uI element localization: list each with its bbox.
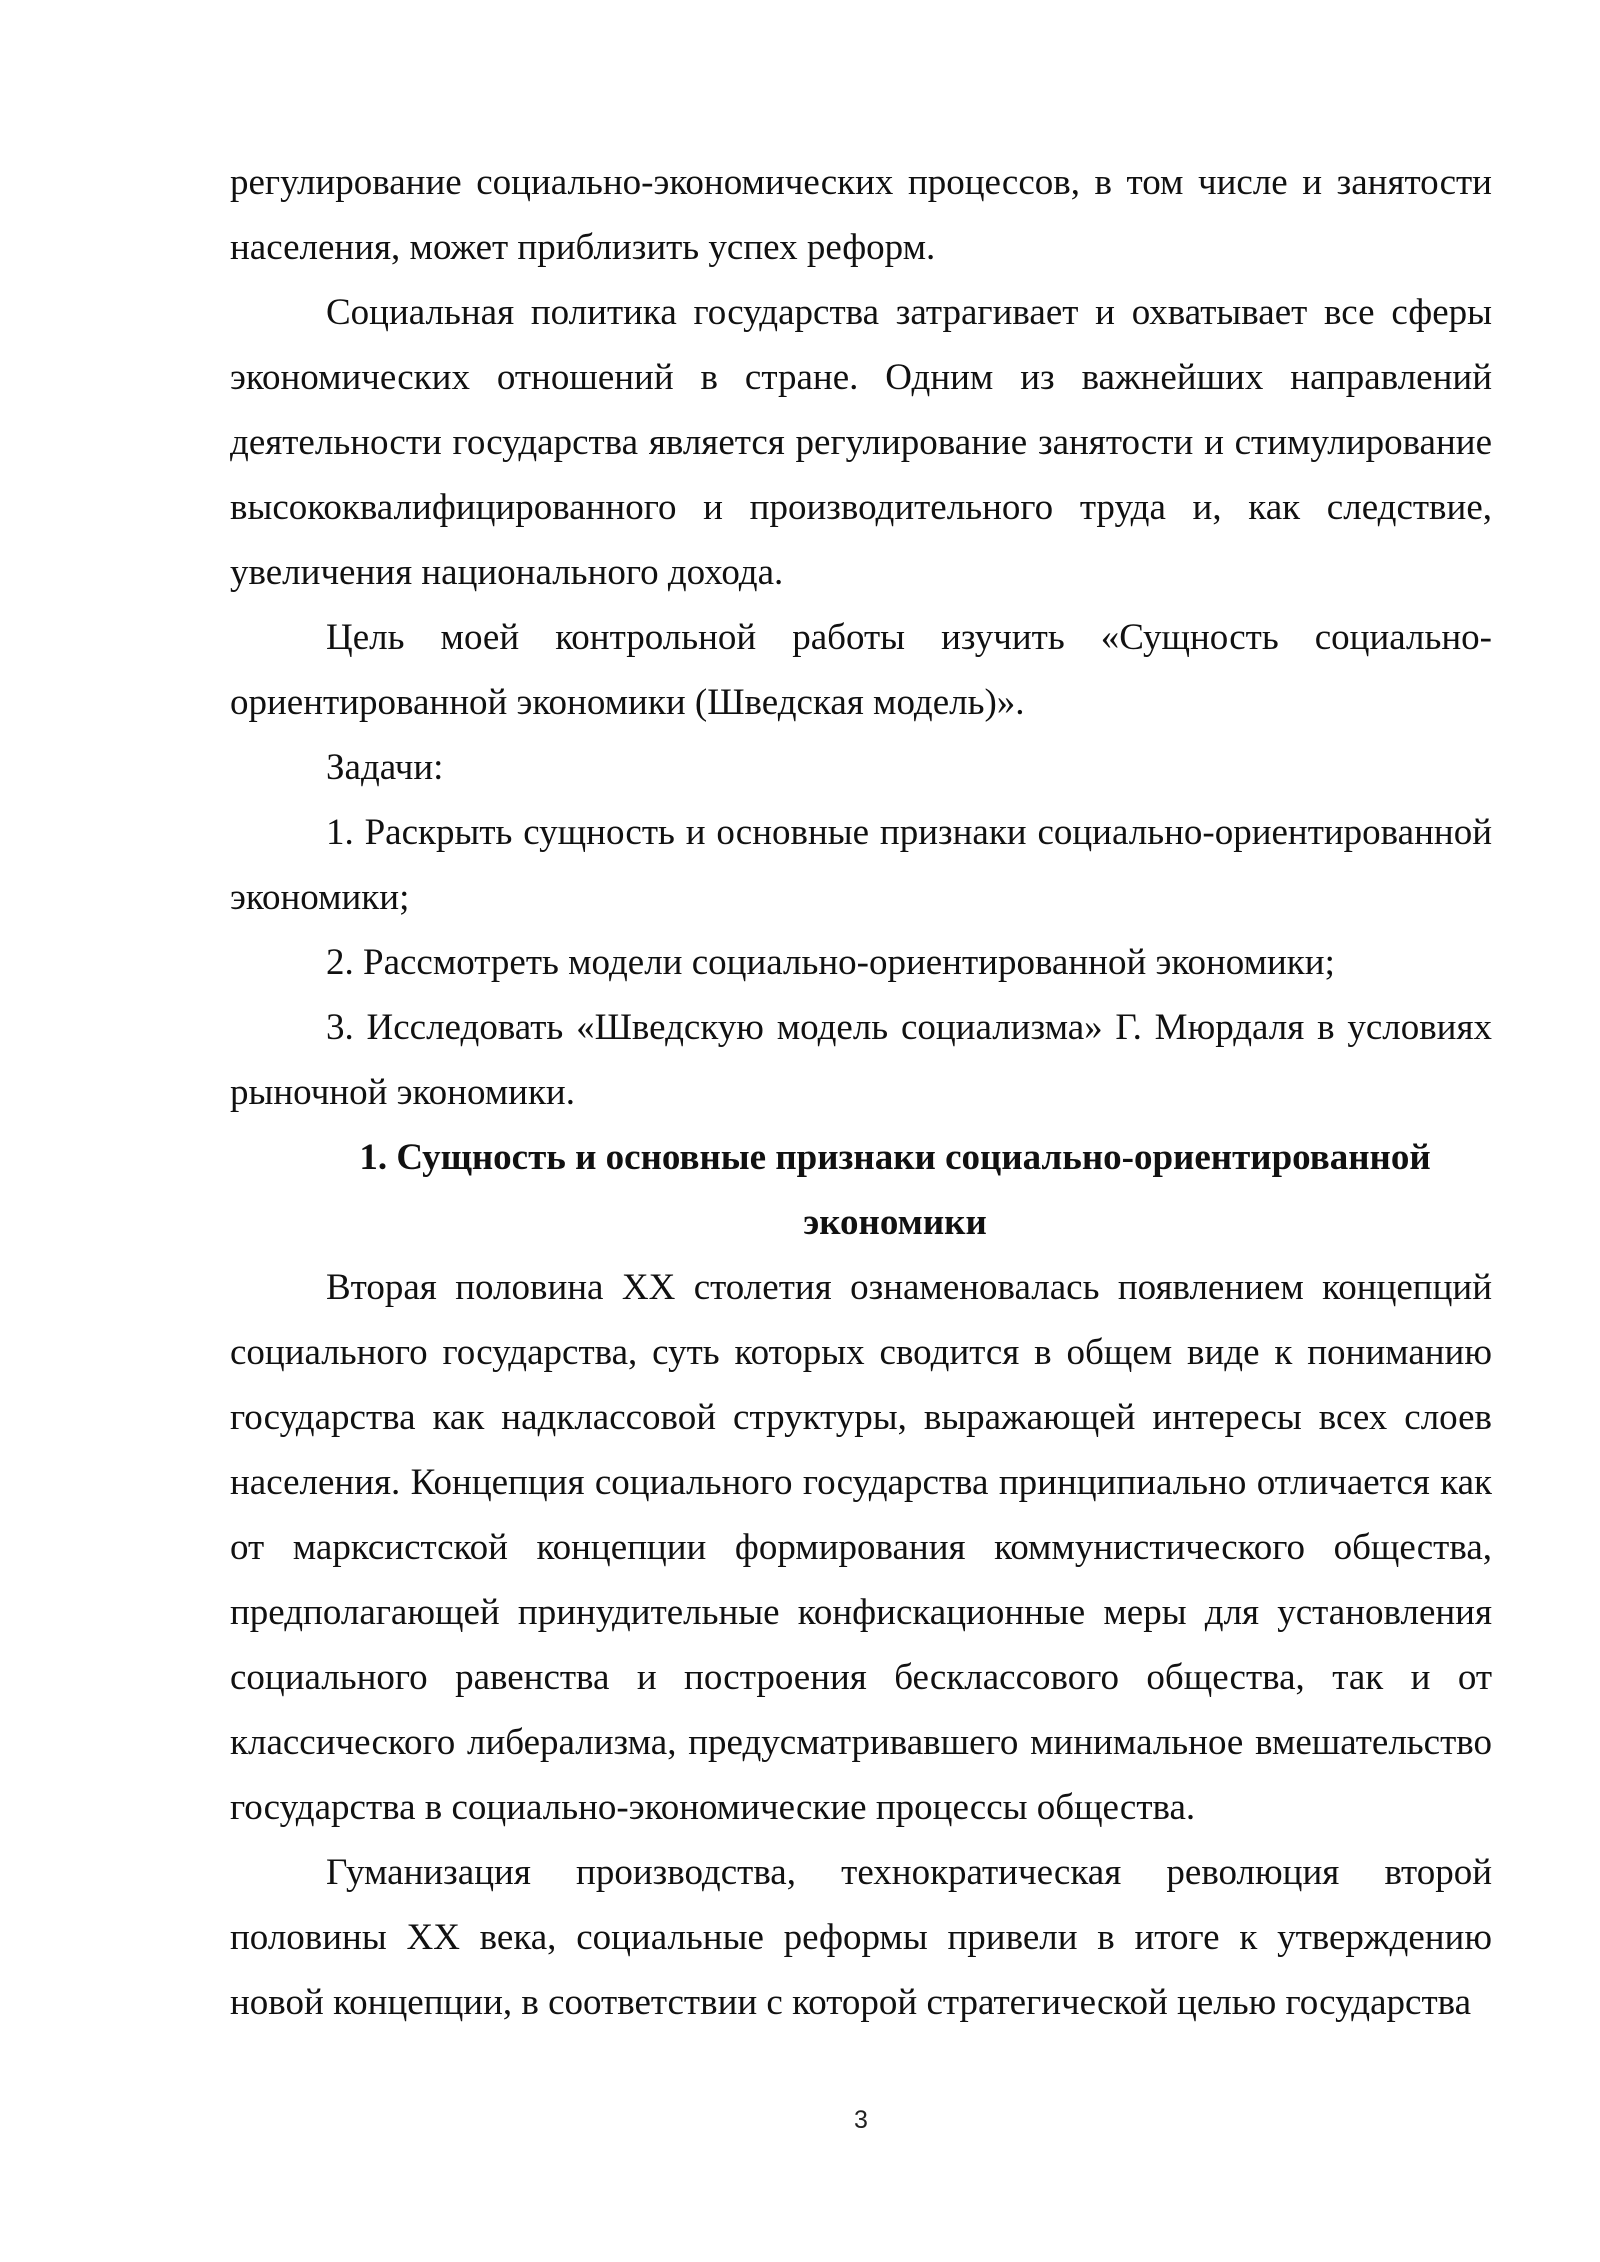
paragraph-continuation: регулирование социально-экономических процессов, в том числе и занятости населения, может приблизить успех реформ. <box>230 162 1492 268</box>
task-item-3: 3. Исследовать «Шведскую модель социализма» Г. Мюрдаля в условиях рыночной экономики. <box>230 1007 1492 1113</box>
paragraph-social-policy: Социальная политика государства затрагивает и охватывает все сферы экономических отношений в стране. Одним из важнейших направлений деятельности государства является регулирование занятости и стимулирование высококвалифицированного и производительного труда и, как следствие, увеличения национального дохода. <box>230 292 1492 593</box>
document-page <box>230 150 1492 2035</box>
paragraph-humanization: Гуманизация производства, технократическая революция второй половины XX века, социальные реформы привели в итоге к утверждению новой концепции, в соответствии с которой стратегической целью государства <box>230 1852 1492 2023</box>
paragraph-tasks-label: Задачи: <box>326 747 444 788</box>
task-item-1: 1. Раскрыть сущность и основные признаки социально-ориентированной экономики; <box>230 812 1492 918</box>
section-heading: 1. Сущность и основные признаки социально-ориентированной экономики <box>359 1137 1431 1243</box>
paragraph-goal: Цель моей контрольной работы изучить «Сущность социально-ориентированной экономики (Шведская модель)». <box>230 617 1492 723</box>
task-item-2: 2. Рассмотреть модели социально-ориентированной экономики; <box>326 942 1335 983</box>
page-number: 3 <box>854 2106 868 2134</box>
paragraph-second-half-century: Вторая половина XX столетия ознаменовалась появлением концепций социального государства, суть которых сводится в общем виде к пониманию государства как надклассовой структуры, выражающей интересы всех слоев населения. Концепция социального государства принципиально отличается как от марксистской концепции формирования коммунистического общества, предполагающей принудительные конфискационные меры для установления социального равенства и построения бесклассового общества, так и от классического либерализма, предусматривавшего минимальное вмешательство государства в социально-экономические процессы общества. <box>230 1267 1492 1828</box>
